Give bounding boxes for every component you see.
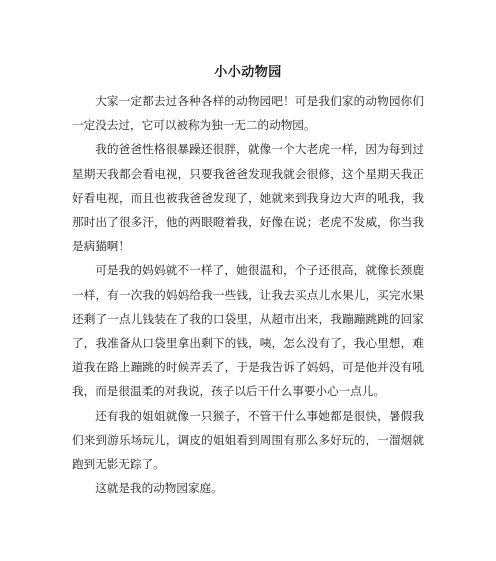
- paragraph-sister: 还有我的姐姐就像一只猴子，不管干什么事她都是很快，暑假我们来到游乐场玩儿，调皮的姐姐看到周围有那么多好玩的，一溜烟就跑到无影无踪了。: [72, 408, 424, 472]
- paragraph-mother: 可是我的妈妈就不一样了，她很温和，个子还很高，就像长颈鹿一样，有一次我的妈妈给我一些钱，让我去买点儿水果儿，买完水果还剩了一点儿钱装在了我的口袋里，从超市出来，我蹦蹦跳跳的回家了，我准备从口袋里拿出剩下的钱，咦，怎么没有了，我心里想，难道我在路上蹦跳的时候弄丢了，于是我告诉了妈妈，可是他并没有吼我，而是很温柔的对我说，孩子以后干什么事要小心一点儿。: [72, 263, 424, 399]
- paragraph-conclusion: 这就是我的动物园家庭。: [95, 481, 223, 496]
- paragraph-intro: 大家一定都去过各种各样的动物园吧！可是我们家的动物园你们一定没去过，它可以被称为独一无二的动物园。: [72, 94, 424, 133]
- document-title: 小小动物园: [214, 65, 282, 80]
- article-body: [72, 89, 424, 500]
- paragraph-father: 我的爸爸性格很暴躁还很胖，就像一个大老虎一样，因为每到过星期天我都会看电视，只要我爸爸发现我就会很修，这个星期天我正好看电视，而且也被我爸爸发现了，她就来到我身边大声的吼我，我那时出了很多汗，他的两眼瞪着我，好像在说；老虎不发威，你当我是病猫啊！: [72, 142, 424, 254]
